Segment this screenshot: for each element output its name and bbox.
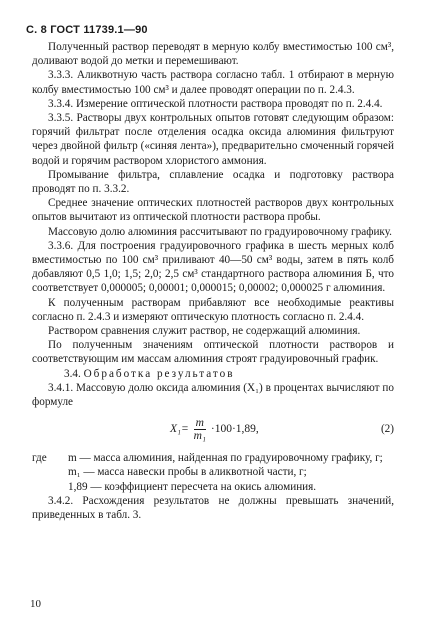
definition-lead: где [32,452,47,465]
paragraph: 3.3.4. Измерение оптической плотности раствора проводят по п. 2.4.4. [48,97,383,110]
definition-row [32,451,394,465]
paragraph: Массовую долю алюминия рассчитывают по градуировочному графику. [48,225,392,238]
formula [32,411,394,447]
paragraph: 3.4.2. Расхождения результатов не должны превышать значений, приведенных в табл. 3. [32,494,394,522]
formula-fraction [194,417,206,442]
paragraph: По полученным значениям оптической плотности растворов и соответствующим им массам алюминия строят градуировочный график. [32,339,394,366]
paragraph: 3.3.5. Растворы двух контрольных опытов готовят следующим образом: горячий фильтрат после отделения осадка оксида алюминия фильтруют через двойной фильтр («синяя лента»), предварительно смоченный горячей водой и горячим раствором хлористого аммония. [32,112,394,167]
paragraph: Среднее значение оптических плотностей растворов двух контрольных опытов вычитают из оптической плотности раствора пробы. [32,197,394,224]
formula-rhs: ·100·1,89, [210,423,259,436]
definition-text: 1,89 — коэффициент пересчета на окись алюминия. [68,480,317,493]
paragraph: 3.3.6. Для построения градуировочного графика в шесть мерных колб вместимостью по 100 см³ приливают 40—50 см³ воды, затем в пять колб добавляют 0,5 1,0; 1,5; 2,0; 2,5 см³ стандартного раствора алюминия Б, что соответствует 0,000005; 0,00001; 0,000015; 0,00002; 0,000025 г алюминия. [32,239,394,295]
definition-lead [32,465,68,479]
definition-lead [32,480,68,494]
formula-number: (2) [380,423,394,436]
page-number: 10 [30,598,41,610]
variable-definitions [32,451,394,494]
paragraph: 3.3.3. Аликвотную часть раствора согласно табл. 1 отбирают в мерную колбу вместимостью 100 см³ и далее проводят операции по п. 2.4.3. [32,69,394,96]
section-title: Обработка результатов [83,367,235,380]
formula-expression [170,417,259,442]
page-header: С. 8 ГОСТ 11739.1—90 [26,24,148,36]
section-heading [32,367,394,381]
paragraph: Промывание фильтра, сплавление осадка и подготовку раствора проводят по п. 3.3.2. [32,168,394,196]
section-number: 3.4. [64,367,81,380]
formula-lhs: X₁= [170,423,189,436]
definition-text: m — масса алюминия, найденная по градуировочному графику, г; [68,452,383,465]
paragraph: К полученным растворам прибавляют все необходимые реактивы согласно п. 2.4.3 и измеряют оптическую плотность согласно п. 2.4.4. [32,296,394,323]
document-body [32,40,394,522]
paragraph: Раствором сравнения служит раствор, не содержащий алюминия. [48,325,361,338]
definition-row [32,480,394,494]
definition-text: m₁ — масса навески пробы в аликвотной части, г; [68,466,307,479]
definition-row [32,465,394,479]
paragraph: 3.4.1. Массовую долю оксида алюминия (X₁) в процентах вычисляют по формуле [32,381,394,409]
paragraph: Полученный раствор переводят в мерную колбу вместимостью 100 см³, доливают водой до метки и перемешивают. [32,41,394,68]
formula-denominator: m₁ [193,430,206,443]
formula-numerator: m [195,417,204,430]
